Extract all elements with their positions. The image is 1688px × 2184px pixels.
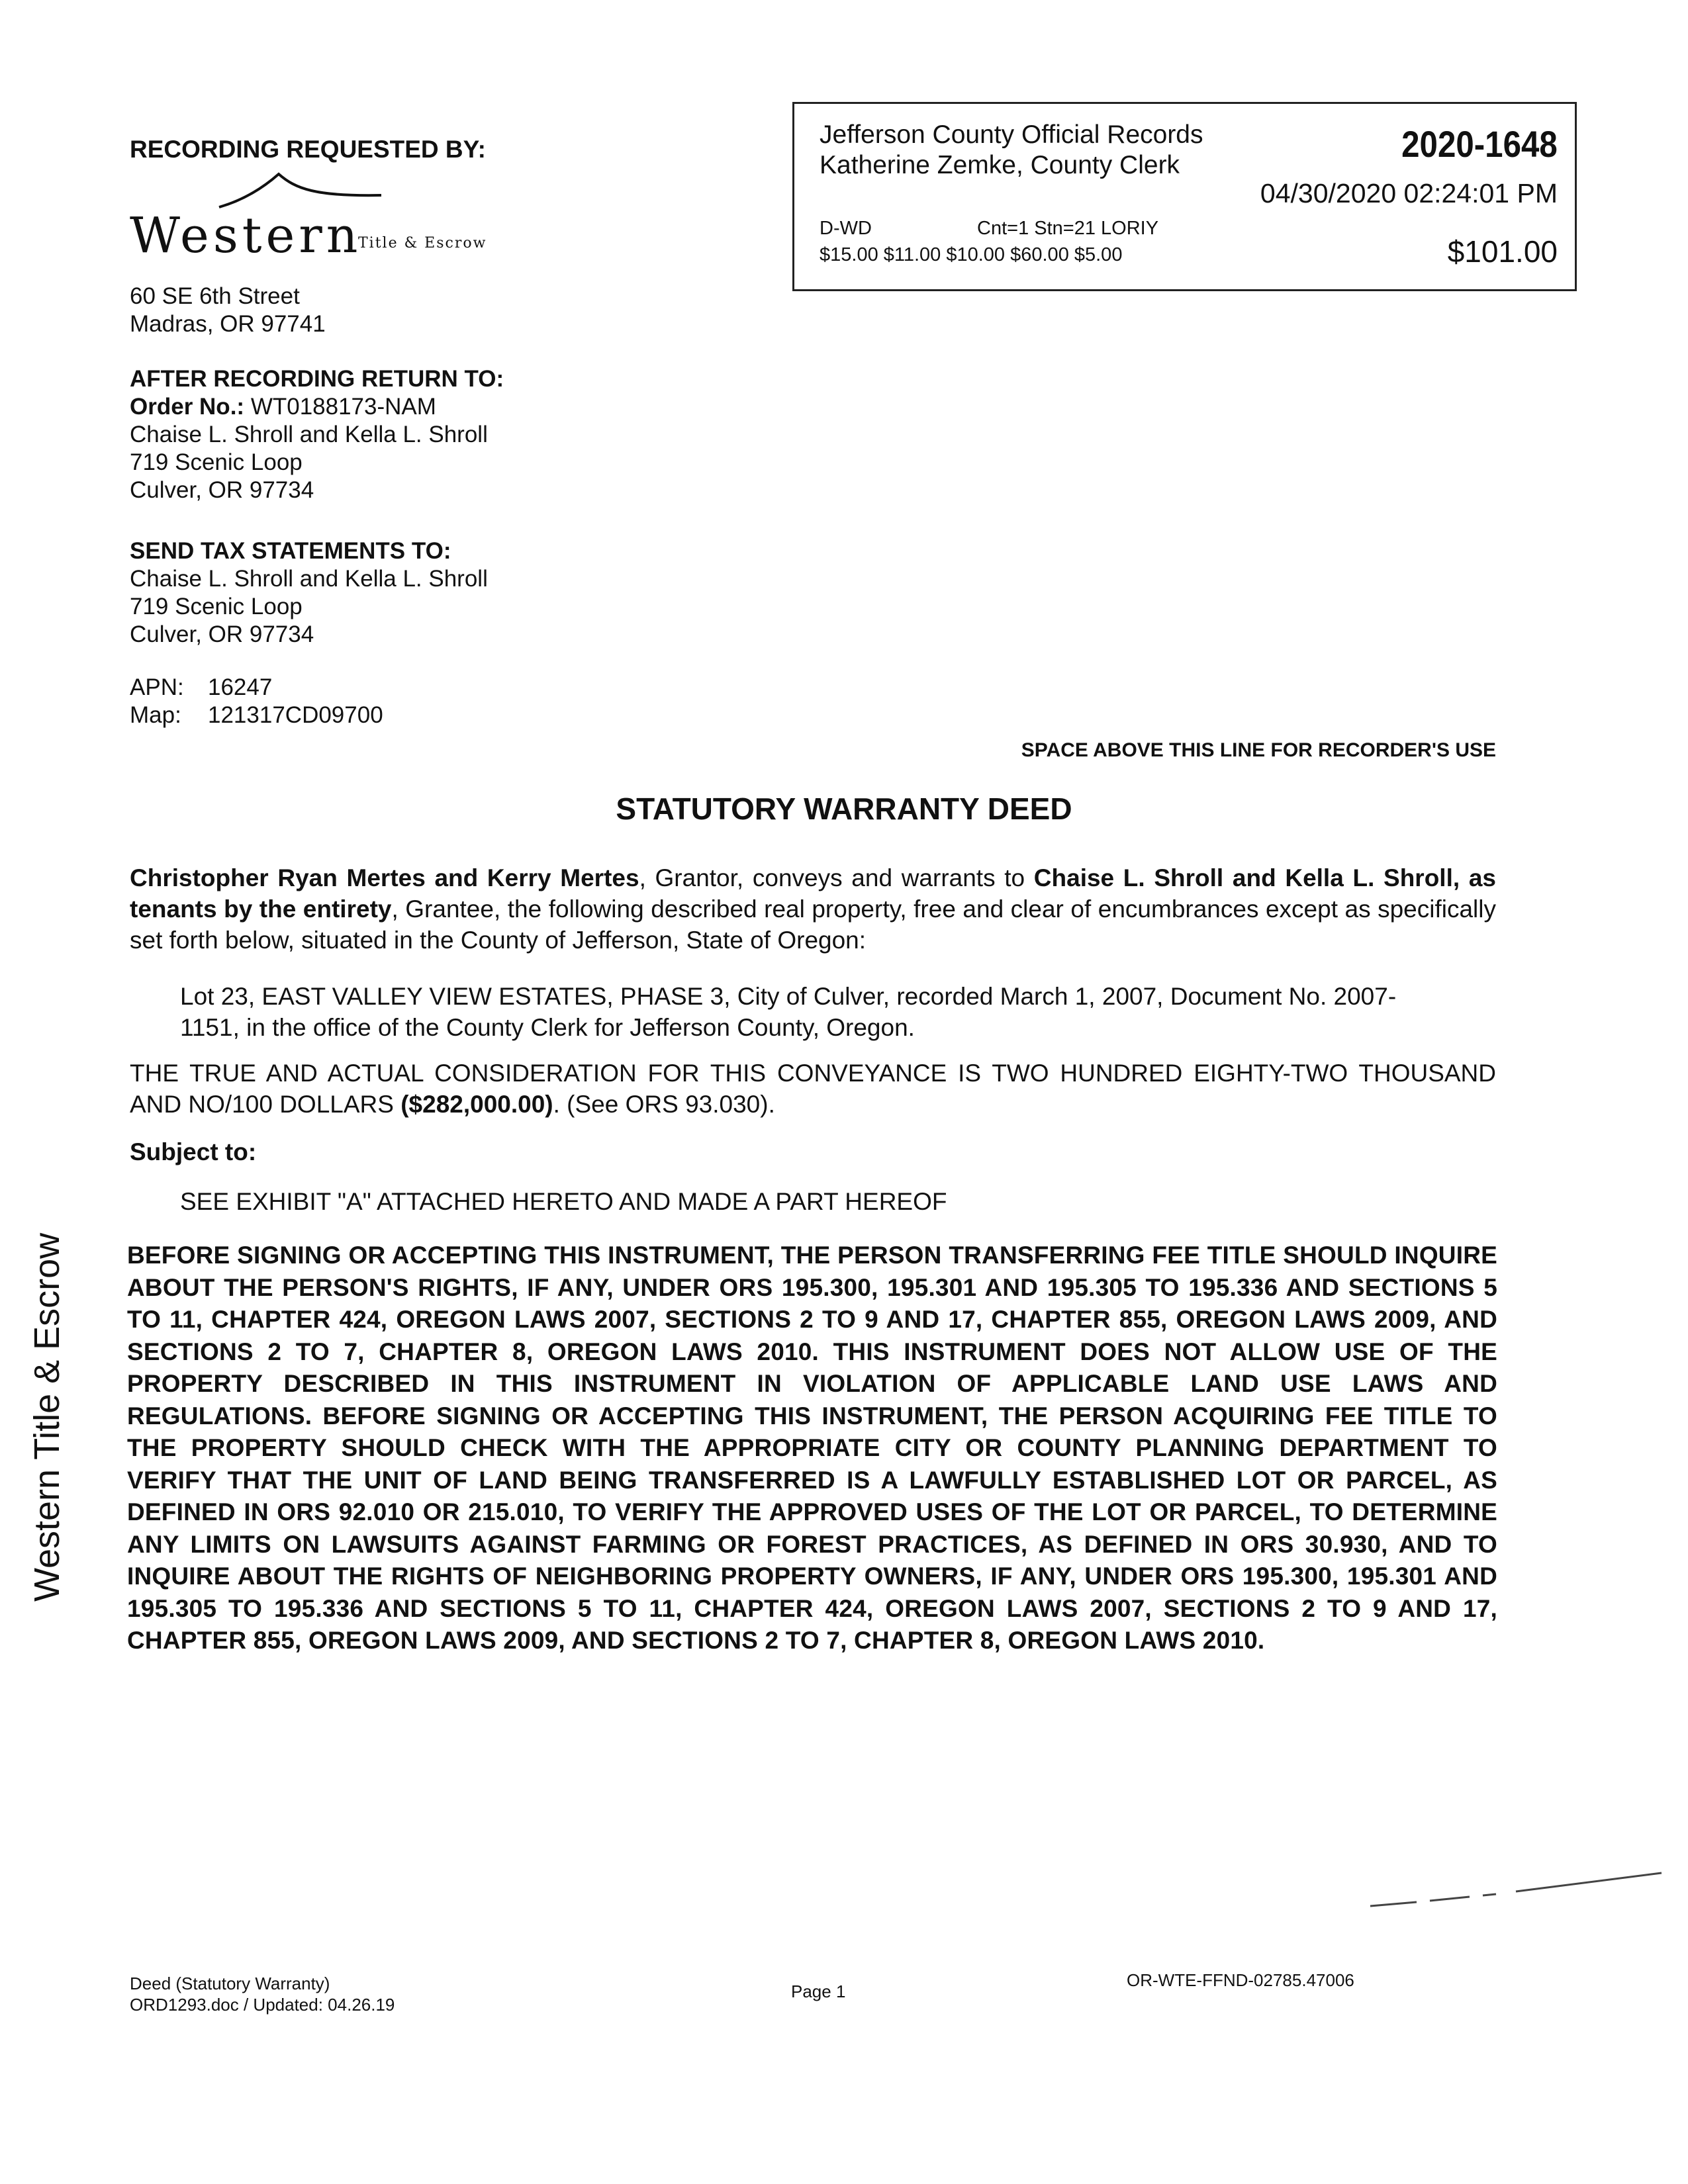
tax-line: 719 Scenic Loop <box>130 594 303 619</box>
logo-word: Western <box>130 207 362 264</box>
map-value: 121317CD09700 <box>208 702 383 728</box>
legal-description: Lot 23, EAST VALLEY VIEW ESTATES, PHASE 3, City of Culver, recorded March 1, 2007, Document No. 2007-1151, in the office of the County Clerk for Jefferson County, Oregon. <box>180 983 1397 1041</box>
fee-total: $101.00 <box>1447 234 1558 269</box>
company-address <box>130 283 326 338</box>
consideration-text-a: THE TRUE AND ACTUAL CONSIDERATION FOR THIS CONVEYANCE IS TWO HUNDRED EIGHTY-TWO THOUSAND AND NO/100 DOLLARS <box>130 1060 1496 1118</box>
after-recording-heading: AFTER RECORDING RETURN TO: <box>130 366 504 392</box>
count-station: Cnt=1 Stn=21 LORIY <box>977 218 1159 239</box>
grantor-names: Christopher Ryan Mertes and Kerry Mertes <box>130 864 639 891</box>
grantee-names: Chaise L. Shroll and Kella L. Shroll, as tenants by the entirety <box>130 864 1496 923</box>
address-line: Madras, OR 97741 <box>130 311 326 337</box>
exhibit-reference: SEE EXHIBIT "A" ATTACHED HERETO AND MADE A PART HEREOF <box>180 1188 947 1215</box>
tax-line: Culver, OR 97734 <box>130 621 314 647</box>
order-number: WT0188173-NAM <box>250 394 436 420</box>
return-line: Chaise L. Shroll and Kella L. Shroll <box>130 422 488 447</box>
page-number: Page 1 <box>791 1981 846 2001</box>
return-line: Culver, OR 97734 <box>130 477 314 503</box>
address-line: 60 SE 6th Street <box>130 283 300 309</box>
recording-timestamp: 04/30/2020 02:24:01 PM <box>1260 178 1558 208</box>
consideration-amount: ($282,000.00) <box>400 1091 553 1118</box>
document-code: OR-WTE-FFND-02785.47006 <box>1127 1970 1354 1990</box>
doc-type: D-WD <box>820 218 872 239</box>
county-records-line: Jefferson County Official Records <box>820 120 1203 149</box>
fee-breakdown: $15.00 $11.00 $10.00 $60.00 $5.00 <box>820 244 1123 265</box>
apn-value: 16247 <box>208 674 273 700</box>
apn-label: APN: <box>130 674 184 700</box>
county-clerk-line: Katherine Zemke, County Clerk <box>820 151 1180 179</box>
send-tax-block <box>130 537 488 649</box>
order-label: Order No.: <box>130 394 245 420</box>
recording-requested-heading: RECORDING REQUESTED BY: <box>130 136 486 163</box>
conveyance-text-a: , Grantor, conveys and warrants to <box>639 864 1034 891</box>
consideration-text-b: . (See ORS 93.030). <box>553 1091 775 1118</box>
conveyance-text-b: , Grantee, the following described real property, free and clear of encumbrances except as specifically set forth below, situated in the County of Jefferson, State of Oregon: <box>130 895 1496 954</box>
signature-mark <box>1364 1853 1668 1913</box>
western-title-logo <box>130 169 527 264</box>
form-info <box>130 1973 395 2015</box>
after-recording-block <box>130 365 504 504</box>
side-company-stamp: Western Title & Escrow <box>27 1232 67 1602</box>
recorder-stamp-box <box>792 102 1577 291</box>
send-tax-heading: SEND TAX STATEMENTS TO: <box>130 538 451 564</box>
subject-to-heading: Subject to: <box>130 1138 257 1165</box>
deed-title: STATUTORY WARRANTY DEED <box>616 792 1072 826</box>
form-file: ORD1293.doc / Updated: 04.26.19 <box>130 1995 395 2015</box>
tax-line: Chaise L. Shroll and Kella L. Shroll <box>130 566 488 592</box>
conveyance-paragraph <box>130 862 1496 956</box>
space-above-line: SPACE ABOVE THIS LINE FOR RECORDER'S USE <box>1021 739 1496 761</box>
document-number: 2020-1648 <box>1401 123 1558 165</box>
form-name: Deed (Statutory Warranty) <box>130 1974 330 1993</box>
map-label: Map: <box>130 702 181 728</box>
consideration-paragraph <box>130 1058 1496 1120</box>
logo-subtitle: Title & Escrow <box>358 235 487 251</box>
land-use-notice: BEFORE SIGNING OR ACCEPTING THIS INSTRUMENT, THE PERSON TRANSFERRING FEE TITLE SHOULD INQUIRE ABOUT THE PERSON'S RIGHTS, IF ANY, UNDER ORS 195.300, 195.301 AND 195.305 TO 195.336 AND SECTIONS 5 TO 11, CHAPTER 424, OREGON LAWS 2007, SECTIONS 2 TO 9 AND 17, CHAPTER 855, OREGON LAWS 2009, AND SECTIONS 2 TO 7, CHAPTER 8, OREGON LAWS 2010. THIS INSTRUMENT DOES NOT ALLOW USE OF THE PROPERTY DESCRIBED IN THIS INSTRUMENT IN VIOLATION OF APPLICABLE LAND USE LAWS AND REGULATIONS. BEFORE SIGNING OR ACCEPTING THIS INSTRUMENT, THE PERSON ACQUIRING FEE TITLE TO THE PROPERTY SHOULD CHECK WITH THE APPROPRIATE CITY OR COUNTY PLANNING DEPARTMENT TO VERIFY THAT THE UNIT OF LAND BEING TRANSFERRED IS A LAWFULLY ESTABLISHED LOT OR PARCEL, AS DEFINED IN ORS 92.010 OR 215.010, TO VERIFY THE APPROVED USES OF THE LOT OR PARCEL, TO DETERMINE ANY LIMITS ON LAWSUITS AGAINST FARMING OR FOREST PRACTICES, AS DEFINED IN ORS 30.930, AND TO INQUIRE ABOUT THE RIGHTS OF NEIGHBORING PROPERTY OWNERS, IF ANY, UNDER ORS 195.300, 195.301 AND 195.305 TO 195.336 AND SECTIONS 5 TO 11, CHAPTER 424, OREGON LAWS 2007, SECTIONS 2 TO 9 AND 17, CHAPTER 855, OREGON LAWS 2009, AND SECTIONS 2 TO 7, CHAPTER 8, OREGON LAWS 2010. <box>127 1242 1497 1654</box>
return-line: 719 Scenic Loop <box>130 449 303 475</box>
parcel-ids <box>130 674 383 729</box>
